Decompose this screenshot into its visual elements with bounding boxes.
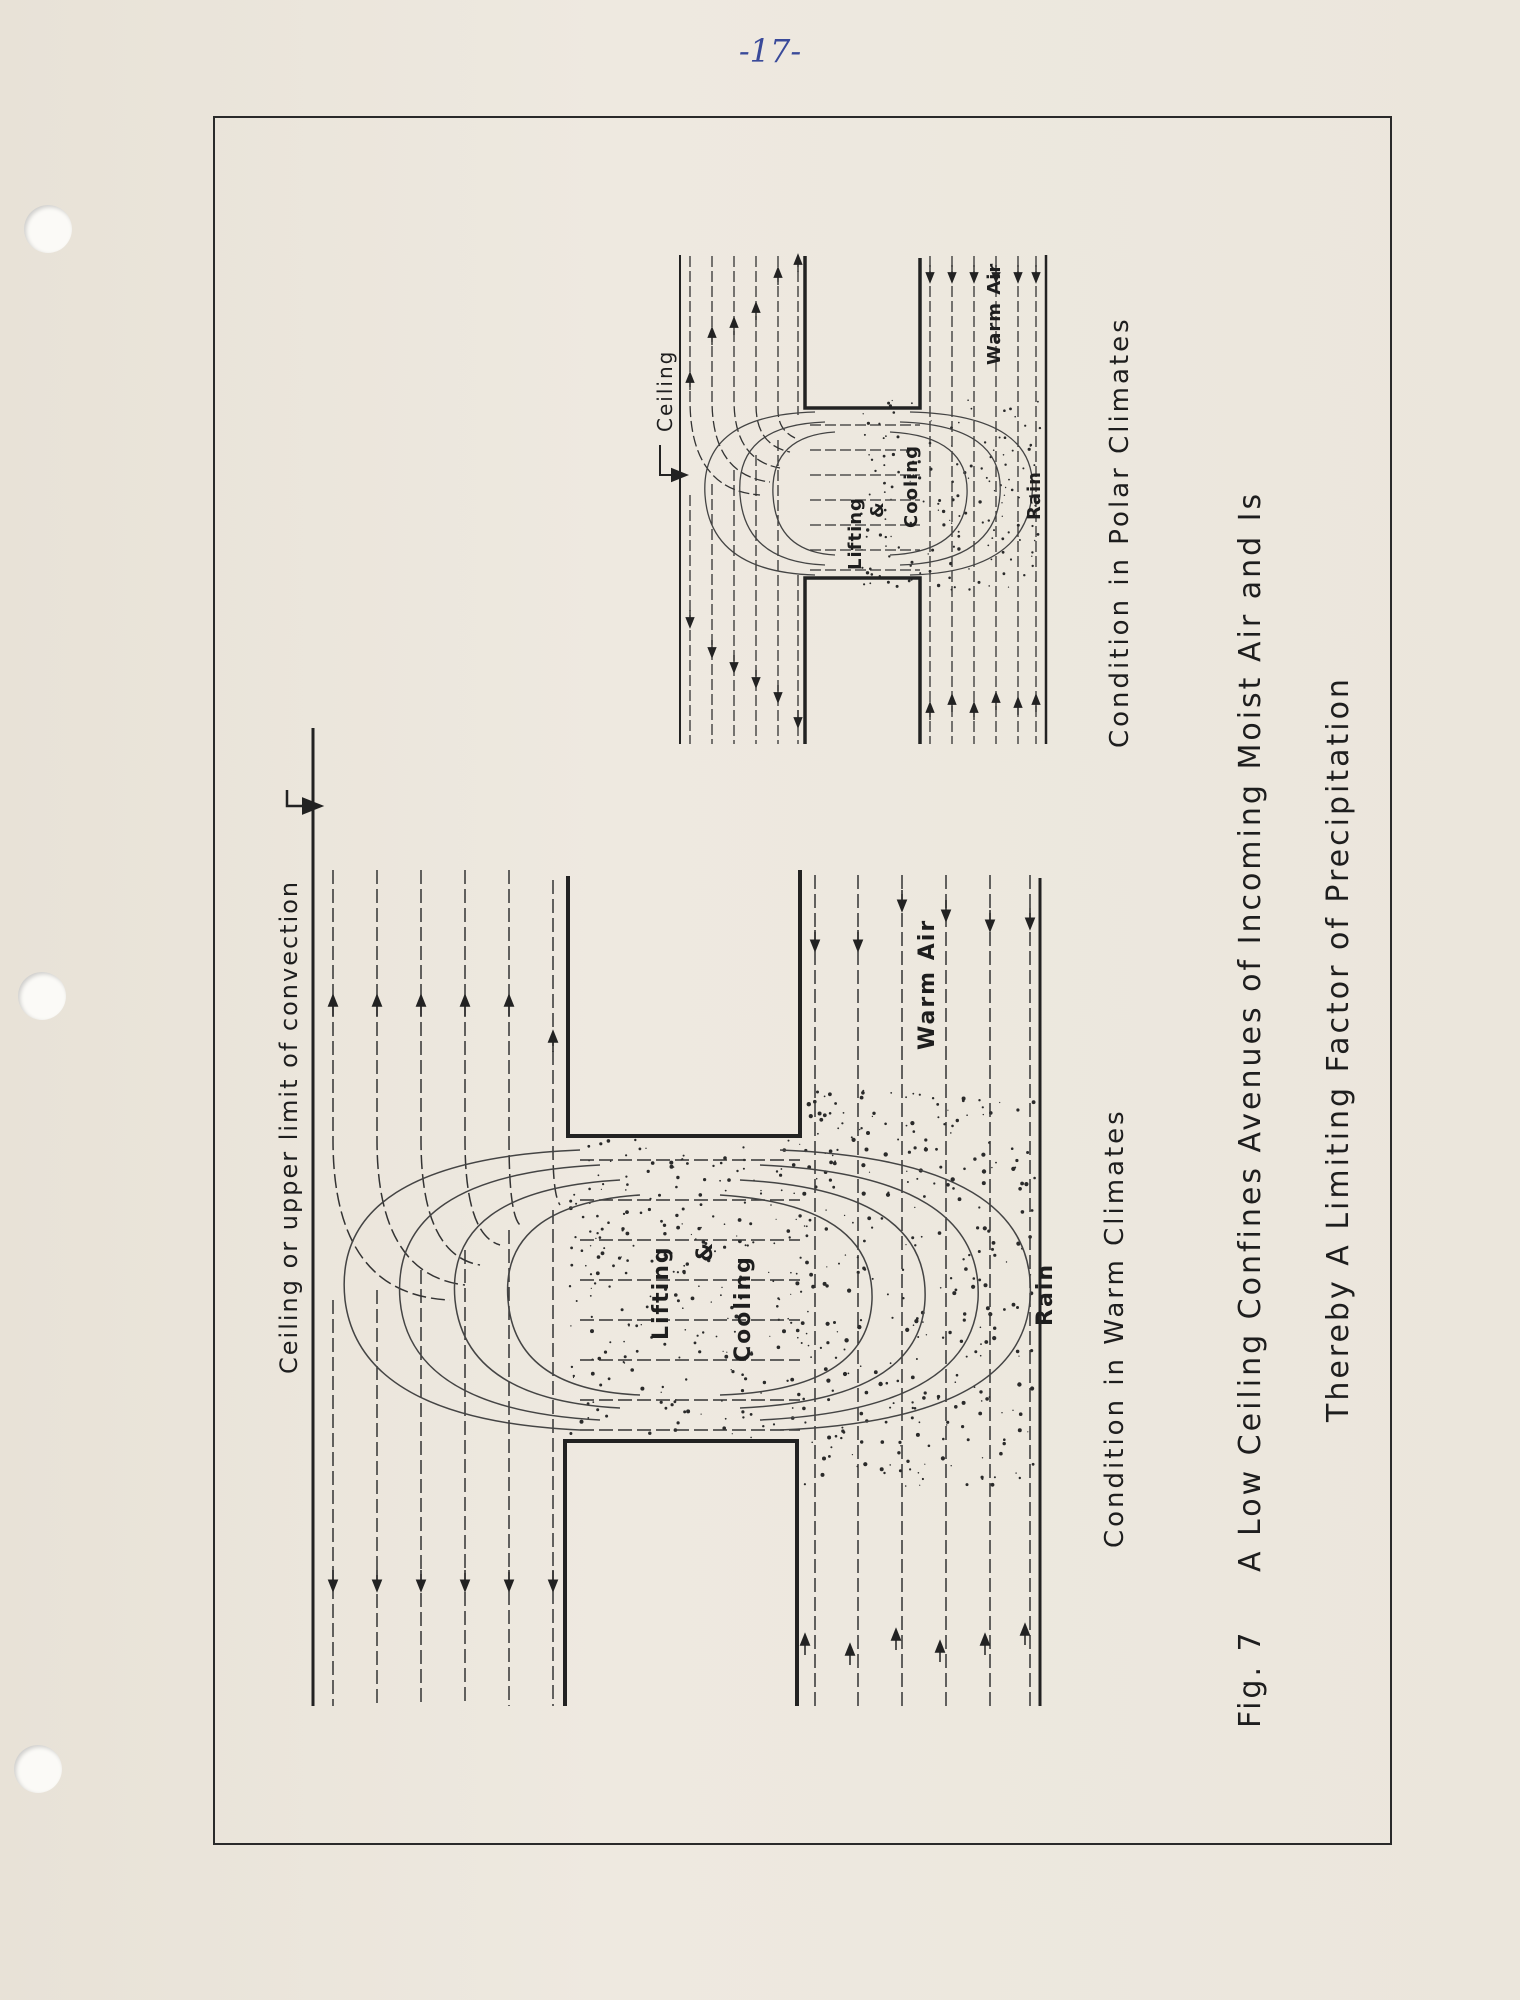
figure-number: Fig. 7 <box>1233 1629 1268 1728</box>
caption-line-2: Thereby A Limiting Factor of Precipitation <box>1321 676 1356 1422</box>
warm-amp-label: & <box>693 1242 718 1262</box>
polar-warm-air-label: Warm Air <box>984 262 1005 365</box>
polar-subtitle: Condition in Polar Climates <box>1105 316 1135 748</box>
warm-rain-stipple <box>569 1090 1036 1487</box>
warm-subtitle: Condition in Warm Climates <box>1100 1108 1130 1548</box>
polar-amp-label: & <box>867 502 888 518</box>
warm-rain-label: Rain <box>1033 1263 1058 1326</box>
caption-line-1: A Low Ceiling Confines Avenues of Incoming Moist Air and Is <box>1233 490 1268 1572</box>
polar-rain-stipple <box>860 399 1042 590</box>
figure-caption <box>1233 491 1356 1728</box>
polar-cooling-label: Cooling <box>901 445 922 528</box>
warm-lifting-label: Lifting <box>649 1245 674 1340</box>
warm-ceiling-pointer <box>287 790 313 806</box>
polar-lower-block <box>805 578 920 744</box>
polar-convection-arcs <box>705 412 1033 575</box>
warm-upper-block <box>568 870 800 1136</box>
polar-ceiling-label: Ceiling <box>653 349 677 432</box>
polar-climate-diagram <box>653 255 1135 748</box>
warm-climate-diagram <box>275 728 1130 1706</box>
warm-cooling-label: Cooling <box>731 1255 756 1362</box>
warm-lower-block <box>565 1441 797 1706</box>
page-number: -17- <box>738 32 802 70</box>
polar-rain-label: Rain <box>1024 471 1045 520</box>
polar-ceiling-pointer <box>660 445 680 475</box>
warm-ceiling-label: Ceiling or upper limit of convection <box>275 879 303 1374</box>
warm-air-label: Warm Air <box>915 918 940 1050</box>
polar-upper-block <box>805 256 920 408</box>
polar-lifting-label: Lifting <box>845 497 866 570</box>
warm-convection-arcs <box>344 1150 1030 1430</box>
